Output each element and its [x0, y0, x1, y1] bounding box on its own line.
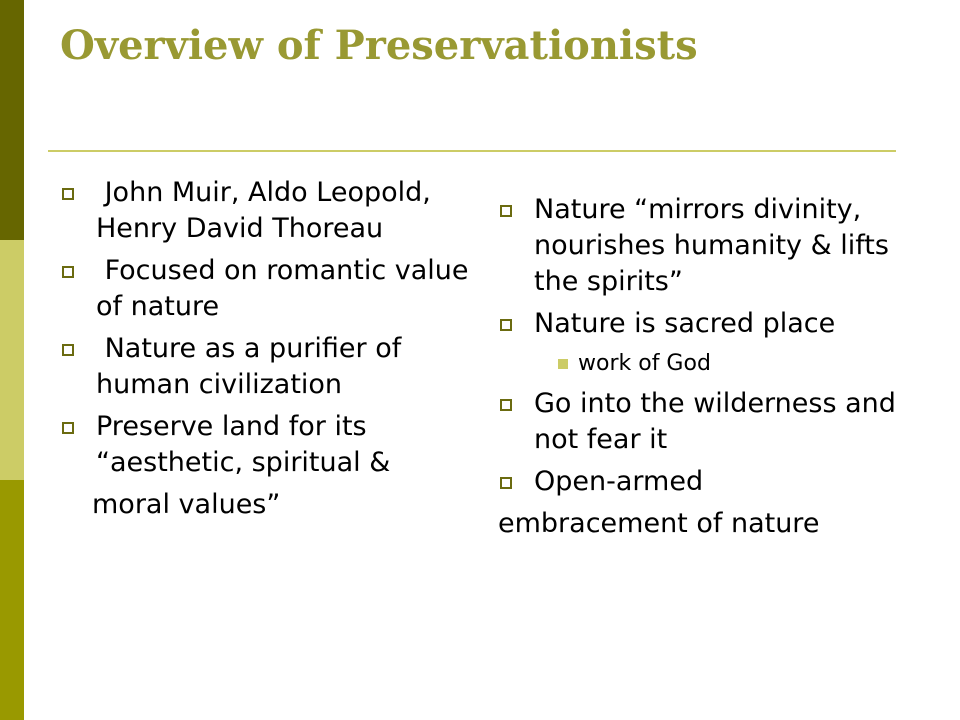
bullet-item [498, 192, 918, 300]
bullet-text: Nature as a purifier of human civilization [96, 333, 410, 400]
filled-square-bullet-icon [558, 359, 568, 369]
square-bullet-icon [500, 477, 512, 489]
side-bar-bottom [0, 480, 24, 720]
square-bullet-icon [62, 188, 74, 200]
sub-bullet-text: work of God [578, 351, 711, 376]
bullet-item [60, 409, 470, 481]
continuation-text: embracement of nature [498, 508, 820, 539]
right-column [498, 192, 918, 548]
slide-title: Overview of Preservationists [60, 22, 698, 69]
bullet-item [60, 175, 470, 247]
bullet-text: John Muir, Aldo Leopold, Henry David Thoreau [96, 177, 440, 244]
square-bullet-icon [500, 319, 512, 331]
square-bullet-icon [62, 266, 74, 278]
bullet-item [498, 464, 918, 500]
bullet-text: Nature “mirrors divinity, nourishes humanity & lifts the spirits” [534, 194, 889, 297]
square-bullet-icon [500, 205, 512, 217]
side-bar-top [0, 0, 24, 240]
bullet-text: Open-armed [534, 466, 704, 497]
sub-bullet-item [498, 348, 918, 380]
left-column [60, 175, 478, 529]
bullet-text: Nature is sacred place [534, 308, 836, 339]
continuation-text: moral values” [92, 489, 281, 520]
bullet-text: Go into the wilderness and not fear it [534, 388, 896, 455]
bullet-item [60, 331, 470, 403]
square-bullet-icon [62, 344, 74, 356]
side-bar-middle [0, 240, 24, 480]
bullet-text: Focused on romantic value of nature [96, 255, 478, 322]
bullet-item [498, 386, 918, 458]
square-bullet-icon [500, 399, 512, 411]
bullet-item [498, 306, 918, 342]
bullet-text: Preserve land for its “aesthetic, spiritual & [96, 411, 391, 478]
square-bullet-icon [62, 422, 74, 434]
bullet-item [60, 253, 478, 325]
title-divider [48, 150, 896, 152]
